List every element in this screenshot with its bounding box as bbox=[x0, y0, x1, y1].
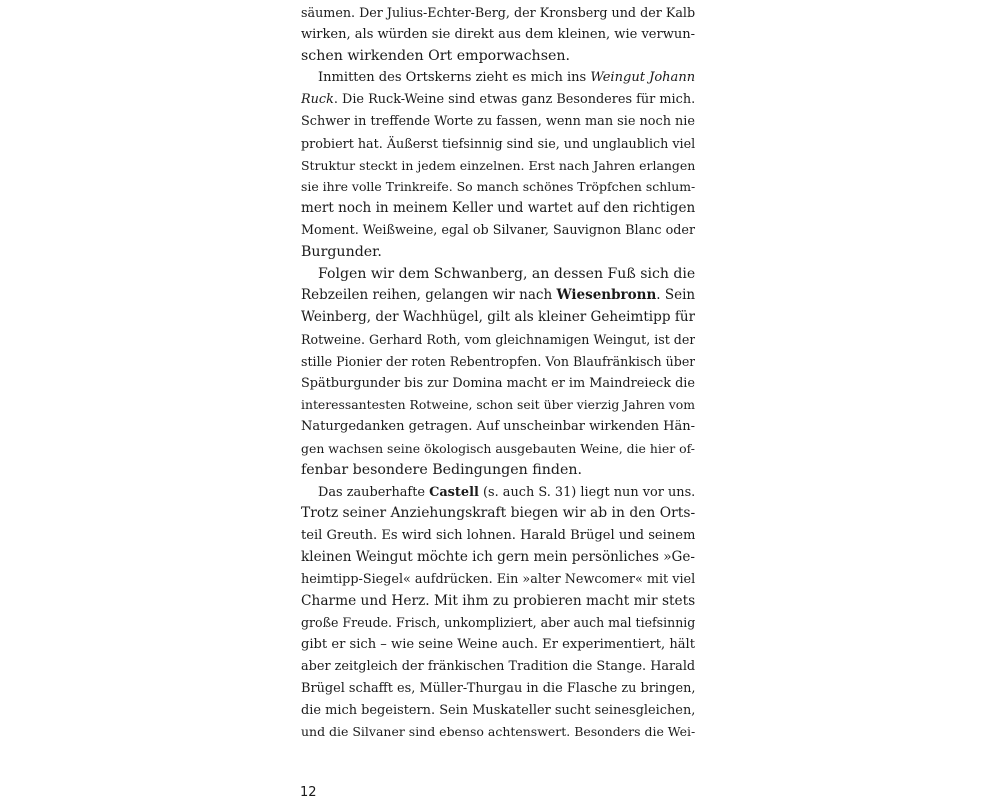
text-line: aber zeitgleich der fränkischen Tradition die Stange. Harald bbox=[301, 658, 695, 674]
text-line: interessantesten Rotweine, schon seit über vierzig Jahren vom bbox=[301, 397, 695, 413]
text-segment: (s. auch S. 31) liegt nun vor uns. bbox=[478, 484, 695, 500]
winery-name: Ruck bbox=[301, 92, 334, 108]
place-name: Castell bbox=[429, 484, 479, 500]
text-line: Rotweine. Gerhard Roth, vom gleichnamigen Weingut, ist der bbox=[301, 331, 695, 347]
text-line: säumen. Der Julius-Echter-Berg, der Kronsberg und der Kalb bbox=[301, 5, 695, 20]
text-line: kleinen Weingut möchte ich gern mein persönliches »Ge- bbox=[301, 548, 695, 565]
text-line: fenbar besondere Bedingungen finden. bbox=[301, 461, 583, 478]
text-line: stille Pionier der roten Rebentropfen. Von Blaufränkisch über bbox=[301, 353, 695, 369]
text-line: Schwer in treffende Worte zu fassen, wenn man sie noch nie bbox=[301, 113, 695, 129]
text-line: schen wirkenden Ort emporwachsen. bbox=[301, 47, 571, 64]
text-line bbox=[301, 67, 695, 89]
text-line: die mich begeistern. Sein Muskateller sucht seinesgleichen, bbox=[301, 702, 695, 718]
text-segment: Das zauberhafte bbox=[318, 484, 430, 500]
text-line: gen wachsen seine ökologisch ausgebauten Weine, die hier of- bbox=[301, 440, 695, 456]
text-line: Moment. Weißweine, egal ob Silvaner, Sauvignon Blanc oder bbox=[301, 222, 695, 238]
text-line bbox=[301, 285, 695, 307]
text-line: Struktur steckt in jedem einzelnen. Erst nach Jahren erlangen bbox=[301, 157, 695, 173]
text-line: Naturgedanken getragen. Auf unscheinbar wirkenden Hän- bbox=[301, 419, 695, 435]
text-segment: Inmitten des Ortskerns zieht es mich ins bbox=[318, 70, 591, 86]
winery-name: Weingut Johann bbox=[590, 70, 695, 86]
text-line: Folgen wir dem Schwanberg, an dessen Fuß sich die bbox=[318, 265, 695, 282]
text-line: probiert hat. Äußerst tiefsinnig sind sie, und unglaublich viel bbox=[301, 135, 695, 151]
text-line bbox=[301, 89, 695, 111]
text-line: große Freude. Frisch, unkompliziert, aber auch mal tiefsinnig bbox=[301, 615, 695, 631]
text-line: gibt er sich – wie seine Weine auch. Er experimentiert, hält bbox=[301, 637, 695, 653]
text-line: sie ihre volle Trinkreife. So manch schönes Tröpfchen schlum- bbox=[301, 179, 695, 195]
text-segment: . Sein bbox=[656, 287, 695, 304]
text-segment: Rebzeilen reihen, gelangen wir nach bbox=[301, 287, 557, 304]
text-line: Spätburgunder bis zur Domina macht er im Maindreieck die bbox=[301, 375, 695, 391]
text-line: Weinberg, der Wachhügel, gilt als kleiner Geheimtipp für bbox=[301, 309, 695, 326]
text-line: mert noch in meinem Keller und wartet auf den richtigen bbox=[301, 200, 695, 217]
page-number: 12 bbox=[300, 785, 317, 800]
text-segment: . Die Ruck-Weine sind etwas ganz Besonderes für mich. bbox=[333, 92, 695, 108]
text-line: Burgunder. bbox=[301, 243, 382, 260]
text-line: heimtipp-Siegel« aufdrücken. Ein »alter Newcomer« mit viel bbox=[301, 571, 695, 587]
text-line: und die Silvaner sind ebenso achtenswert. Besonders die Wei- bbox=[301, 724, 695, 740]
text-line: wirken, als würden sie direkt aus dem kleinen, wie verwun- bbox=[301, 26, 695, 42]
text-line: Trotz seiner Anziehungskraft biegen wir ab in den Orts- bbox=[301, 505, 695, 522]
text-line: Brügel schafft es, Müller-Thurgau in die Flasche zu bringen, bbox=[301, 680, 695, 696]
text-line: teil Greuth. Es wird sich lohnen. Harald Brügel und seinem bbox=[301, 528, 695, 544]
body-text bbox=[301, 2, 695, 743]
text-line: Charme und Herz. Mit ihm zu probieren macht mir stets bbox=[301, 592, 695, 609]
place-name: Wiesenbronn bbox=[556, 287, 657, 304]
text-line bbox=[301, 482, 695, 504]
